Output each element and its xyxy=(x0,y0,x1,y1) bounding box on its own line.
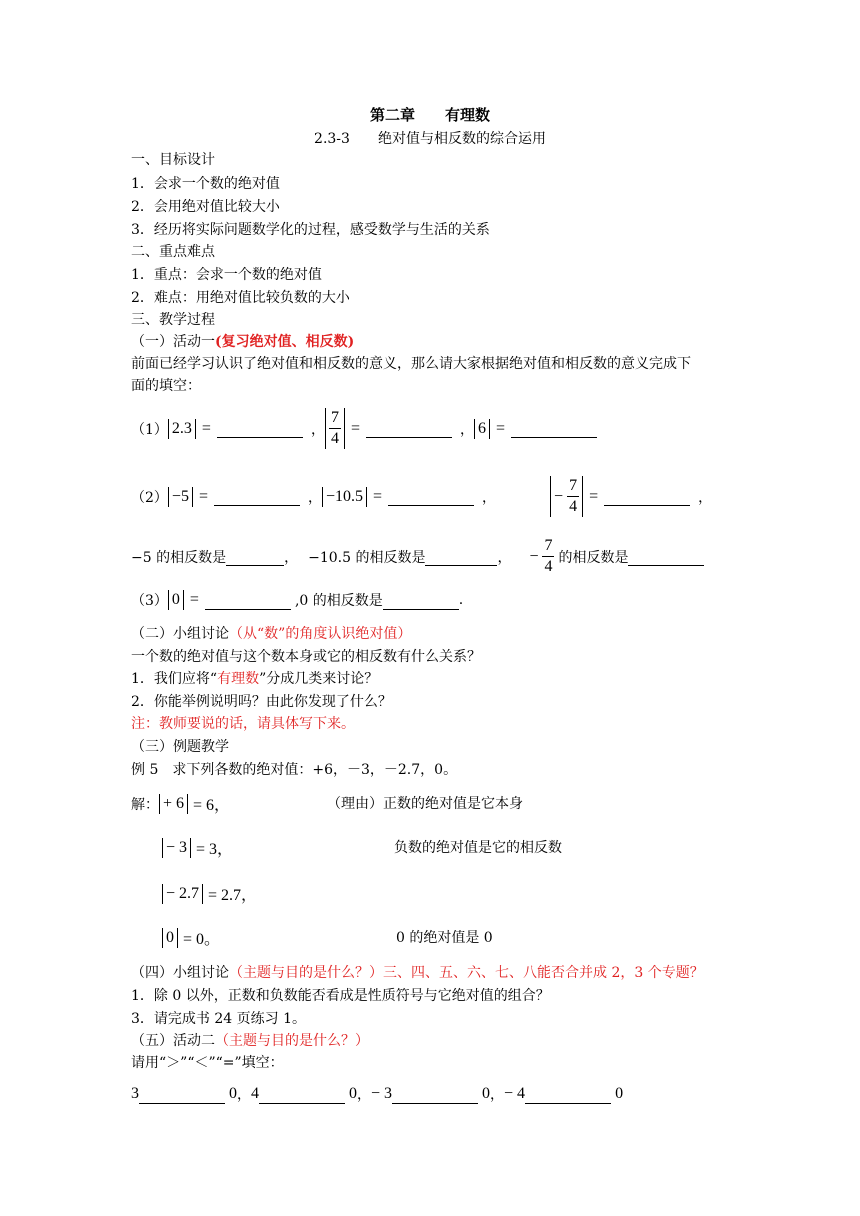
zero: 0 xyxy=(229,1085,237,1102)
discussion-item-1 xyxy=(131,668,378,690)
comma: ， xyxy=(497,549,512,566)
key-point-1: 1．重点：会求一个数的绝对值 xyxy=(131,267,322,283)
question-1-row xyxy=(131,408,597,449)
goal-item-1: 1．会求一个数的绝对值 xyxy=(131,176,280,192)
comma: ， xyxy=(698,489,713,506)
abs-6: 6 xyxy=(474,419,490,439)
opposite-of-0-label: ,0 的相反数是 xyxy=(294,593,383,609)
heading-process: 三、教学过程 xyxy=(131,312,215,328)
comma: ， xyxy=(459,421,474,438)
equals-sign: = xyxy=(350,419,360,437)
discussion-question: 一个数的绝对值与这个数本身或它的相反数有什么关系？ xyxy=(131,649,481,665)
question-3-label: （3） xyxy=(131,593,168,609)
abs-0: 0 xyxy=(168,590,184,610)
compare-blank[interactable] xyxy=(392,1085,478,1104)
comma: ， xyxy=(284,549,299,566)
compare-blank[interactable] xyxy=(525,1085,611,1104)
activity-2-heading xyxy=(131,1030,369,1052)
minus-sign: − xyxy=(529,547,539,565)
heading-goals: 一、目标设计 xyxy=(131,152,215,168)
activity-1-label: （一）活动一 xyxy=(131,334,215,350)
answer-blank[interactable] xyxy=(511,419,597,438)
intro-text-line-2: 面的填空： xyxy=(131,378,201,394)
equals-sign: = xyxy=(198,487,208,505)
value-4: 4 xyxy=(251,1085,259,1102)
zero: 0 xyxy=(482,1085,491,1102)
answer-blank[interactable] xyxy=(604,487,690,506)
equals-sign: = xyxy=(373,487,383,505)
value-3: 3 xyxy=(131,1085,139,1102)
solution-row-3 xyxy=(162,882,257,905)
discussion-label: （二）小组讨论 xyxy=(131,626,229,642)
result-value: = 6， xyxy=(193,797,231,814)
result-value: = 3， xyxy=(196,841,234,858)
discussion-4-heading xyxy=(131,962,704,984)
question-2-row xyxy=(131,476,712,517)
answer-blank[interactable] xyxy=(388,487,474,506)
activity-1-heading xyxy=(131,331,354,353)
equals-sign: = xyxy=(201,419,211,437)
numerator: 7 xyxy=(542,536,554,557)
intro-text-line-1: 前面已经学习认识了绝对值和相反数的意义，那么请大家根据绝对值和相反数的意义完成下 xyxy=(131,356,691,372)
equals-sign: = xyxy=(189,591,199,608)
abs-fraction-7-4 xyxy=(325,408,345,449)
answer-blank[interactable] xyxy=(214,487,300,506)
denominator: 4 xyxy=(330,430,339,447)
abs-neg-2-7: − 2.7 xyxy=(162,884,203,904)
comma: ， xyxy=(307,489,322,506)
discussion-item-1-text-a: 1．我们应将“ xyxy=(131,671,218,687)
abs-neg-3: − 3 xyxy=(162,838,191,858)
abs-zero: 0 xyxy=(162,928,178,948)
answer-blank[interactable] xyxy=(425,547,497,566)
goal-item-3: 3．经历将实际问题数学化的过程，感受数学与生活的关系 xyxy=(131,222,490,238)
equals-sign: = xyxy=(589,487,599,505)
question-3-row xyxy=(131,590,463,610)
denominator: 4 xyxy=(569,498,578,515)
goal-item-2: 2．会用绝对值比较大小 xyxy=(131,199,280,215)
answer-blank[interactable] xyxy=(226,547,284,566)
comma: ， xyxy=(310,421,325,438)
comma: ， xyxy=(482,489,497,506)
discussion-4-topic: （主题与目的是什么？）三、四、五、六、七、八能否合并成 2，3 个专题？ xyxy=(229,965,704,981)
reason-zero: 0 的绝对值是 0 xyxy=(396,930,493,946)
value-neg-4: − 4 xyxy=(504,1085,526,1102)
opposite-of-neg-5-label: −5 的相反数是 xyxy=(131,549,227,566)
opposite-of-neg-fraction-label: 的相反数是 xyxy=(558,549,629,566)
example-heading: （三）例题教学 xyxy=(131,739,229,755)
discussion-item-1-highlight: 有理数 xyxy=(217,671,260,687)
opposite-number-row xyxy=(131,536,704,577)
zero: 0 xyxy=(349,1085,357,1102)
zero: 0 xyxy=(615,1085,624,1102)
chapter-title: 第二章 有理数 xyxy=(369,106,490,124)
result-value: = 0。 xyxy=(183,931,221,948)
abs-neg-fraction-7-4 xyxy=(550,476,583,517)
comma: ， xyxy=(237,1087,251,1103)
comma: ， xyxy=(357,1087,371,1103)
solution-row-1 xyxy=(131,792,230,815)
answer-blank[interactable] xyxy=(205,591,291,610)
section-subtitle: 2.3-3 绝对值与相反数的综合运用 xyxy=(314,131,546,147)
numerator: 7 xyxy=(567,476,579,497)
equals-sign: = xyxy=(495,419,506,437)
compare-blank[interactable] xyxy=(259,1085,345,1104)
numerator: 7 xyxy=(329,408,341,429)
answer-blank[interactable] xyxy=(628,547,704,566)
discussion-item-1-text-b: ”分成几类来讨论？ xyxy=(259,671,379,687)
heading-key-points: 二、重点难点 xyxy=(131,244,215,260)
activity-1-topic: (复习绝对值、相反数) xyxy=(215,334,355,350)
fill-instruction: 请用“＞”“＜”“=”填空： xyxy=(131,1055,284,1071)
compare-blank[interactable] xyxy=(139,1085,225,1104)
answer-blank[interactable] xyxy=(366,419,452,438)
reason-positive: （理由）正数的绝对值是它本身 xyxy=(327,796,523,812)
value-neg-3: − 3 xyxy=(371,1085,393,1102)
discussion-4-item-3: 3．请完成书 24 页练习 1。 xyxy=(131,1011,306,1027)
solution-row-4 xyxy=(162,926,220,949)
abs-pos-6: + 6 xyxy=(159,794,188,814)
discussion-topic: （从“数”的角度认识绝对值） xyxy=(229,626,412,642)
reason-negative: 负数的绝对值是它的相反数 xyxy=(394,840,562,856)
solution-label: 解： xyxy=(131,796,159,813)
period: . xyxy=(458,592,464,608)
activity-2-label: （五）活动二 xyxy=(131,1033,215,1049)
discussion-item-2: 2．你能举例说明吗？由此你发现了什么？ xyxy=(131,694,392,710)
denominator: 4 xyxy=(544,558,553,575)
abs-neg-5: −5 xyxy=(168,487,193,507)
discussion-heading xyxy=(131,623,411,645)
result-value: = 2.7， xyxy=(208,887,258,904)
teacher-note: 注：教师要说的话，请具体写下来。 xyxy=(131,716,355,732)
abs-neg-10-5: −10.5 xyxy=(322,487,367,507)
answer-blank[interactable] xyxy=(217,419,303,438)
abs-2-3: 2.3 xyxy=(168,419,196,439)
comparison-row xyxy=(131,1084,623,1104)
activity-2-topic: （主题与目的是什么？） xyxy=(215,1033,369,1049)
minus-sign: − xyxy=(554,487,564,505)
comma: ， xyxy=(490,1087,505,1103)
discussion-4-label: （四）小组讨论 xyxy=(131,965,229,981)
question-2-label: （2） xyxy=(131,489,168,506)
solution-row-2 xyxy=(162,836,233,859)
opposite-of-neg-10-5-label: −10.5 的相反数是 xyxy=(308,549,426,566)
discussion-4-item-1: 1．除 0 以外，正数和负数能否看成是性质符号与它绝对值的组合？ xyxy=(131,988,550,1004)
key-point-2: 2．难点：用绝对值比较负数的大小 xyxy=(131,290,350,306)
answer-blank[interactable] xyxy=(383,591,459,610)
example-5: 例 5 求下列各数的绝对值：+6，－3，－2.7，0。 xyxy=(131,762,458,778)
question-1-label: （1） xyxy=(131,421,168,438)
